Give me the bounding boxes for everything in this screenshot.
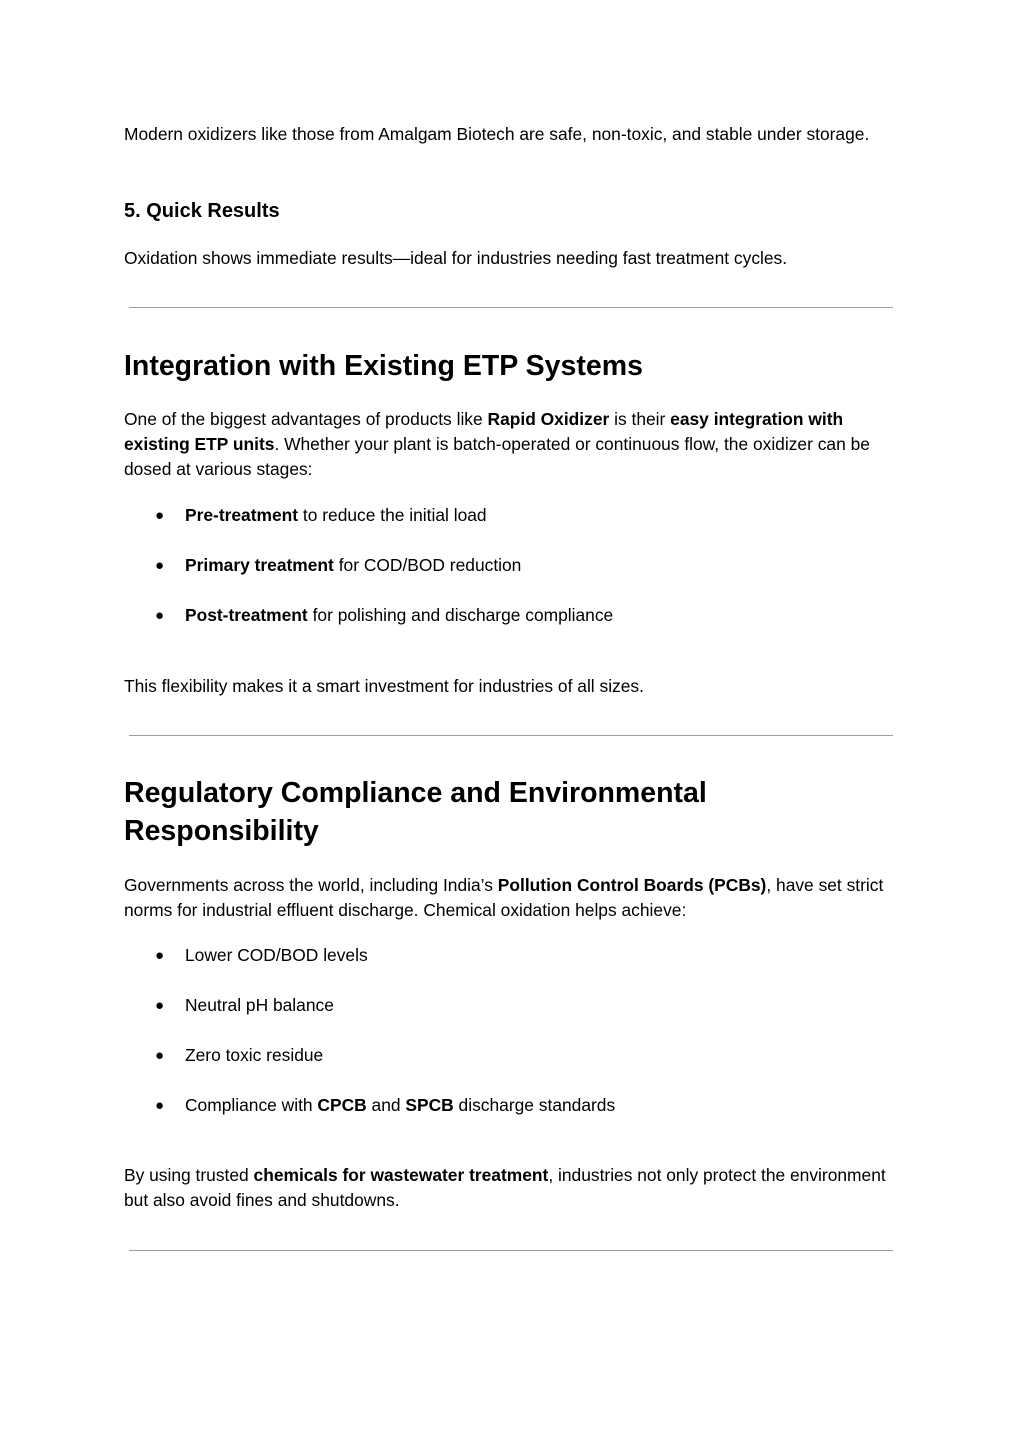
compliance-closing [124,1163,894,1213]
list-item [124,1093,894,1143]
emphasis-text: CPCB [317,1095,367,1115]
list-item-term: Post-treatment [185,605,308,625]
text-run: By using trusted [124,1165,254,1185]
bullet-icon: ● [155,507,165,524]
compliance-closing-paragraph [124,1163,894,1213]
bullet-icon: ● [155,607,165,624]
list-item-text: for polishing and discharge compliance [307,605,614,625]
bullet-icon: ● [155,1047,165,1064]
intro-section [124,122,894,147]
compliance-intro [124,873,894,923]
list-item-term: Pre-treatment [185,505,299,525]
emphasis-text: easy integration with existing ETP units [124,409,844,454]
list-item [124,1043,894,1093]
list-item-text: Lower COD/BOD levels [185,945,368,965]
list-item-text: and [366,1095,406,1115]
list-item [124,943,894,993]
text-run: is their [609,409,671,429]
text-run: . Whether your plant is batch-operated or continuous flow, the oxidizer can be dosed at various stages: [124,434,870,479]
intro-paragraph: Modern oxidizers like those from Amalgam Biotech are safe, non-toxic, and stable under storage. [124,124,870,144]
emphasis-text: Pollution Control Boards (PCBs) [497,875,767,895]
compliance-heading: Regulatory Compliance and Environmental Responsibility [124,777,707,847]
list-item-text: Neutral pH balance [185,995,334,1015]
list-item-text: for COD/BOD reduction [333,555,522,575]
text-run: Governments across the world, including India’s [124,875,498,895]
emphasis-text: SPCB [405,1095,454,1115]
integration-paragraph [124,407,894,482]
quick-results-heading: 5. Quick Results [124,200,280,222]
list-item-text: discharge standards [453,1095,616,1115]
integration-heading: Integration with Existing ETP Systems [124,350,643,382]
compliance-bullet-list [124,943,894,1143]
section-divider [129,735,893,736]
integration-intro [124,407,894,482]
integration-closing [124,674,894,699]
integration-bullet-list [124,503,894,653]
list-item-term: Primary treatment [185,555,334,575]
text-run: , industries not only protect the environment but also avoid fines and shutdowns. [124,1165,886,1210]
list-item [124,993,894,1043]
emphasis-text: chemicals for wastewater treatment [253,1165,549,1185]
list-item [124,503,894,553]
integration-section [124,347,894,385]
list-item-text: Compliance with [185,1095,318,1115]
quick-results-paragraph: Oxidation shows immediate results—ideal for industries needing fast treatment cycles. [124,248,788,268]
bullet-icon: ● [155,557,165,574]
product-name: Rapid Oxidizer [487,409,610,429]
list-item-text: to reduce the initial load [298,505,487,525]
list-item [124,553,894,603]
quick-results-section [124,198,894,224]
quick-results-body [124,246,894,271]
text-run: , have set strict norms for industrial effluent discharge. Chemical oxidation helps achieve: [124,875,884,920]
section-divider [129,307,893,308]
list-item [124,603,894,653]
compliance-section [124,774,764,850]
bullet-icon: ● [155,1097,165,1114]
compliance-paragraph [124,873,894,923]
bullet-icon: ● [155,947,165,964]
section-divider [129,1250,893,1251]
bullet-icon: ● [155,997,165,1014]
list-item-text: Zero toxic residue [185,1045,324,1065]
text-run: One of the biggest advantages of products like [124,409,488,429]
integration-closing-paragraph: This flexibility makes it a smart investment for industries of all sizes. [124,676,644,696]
